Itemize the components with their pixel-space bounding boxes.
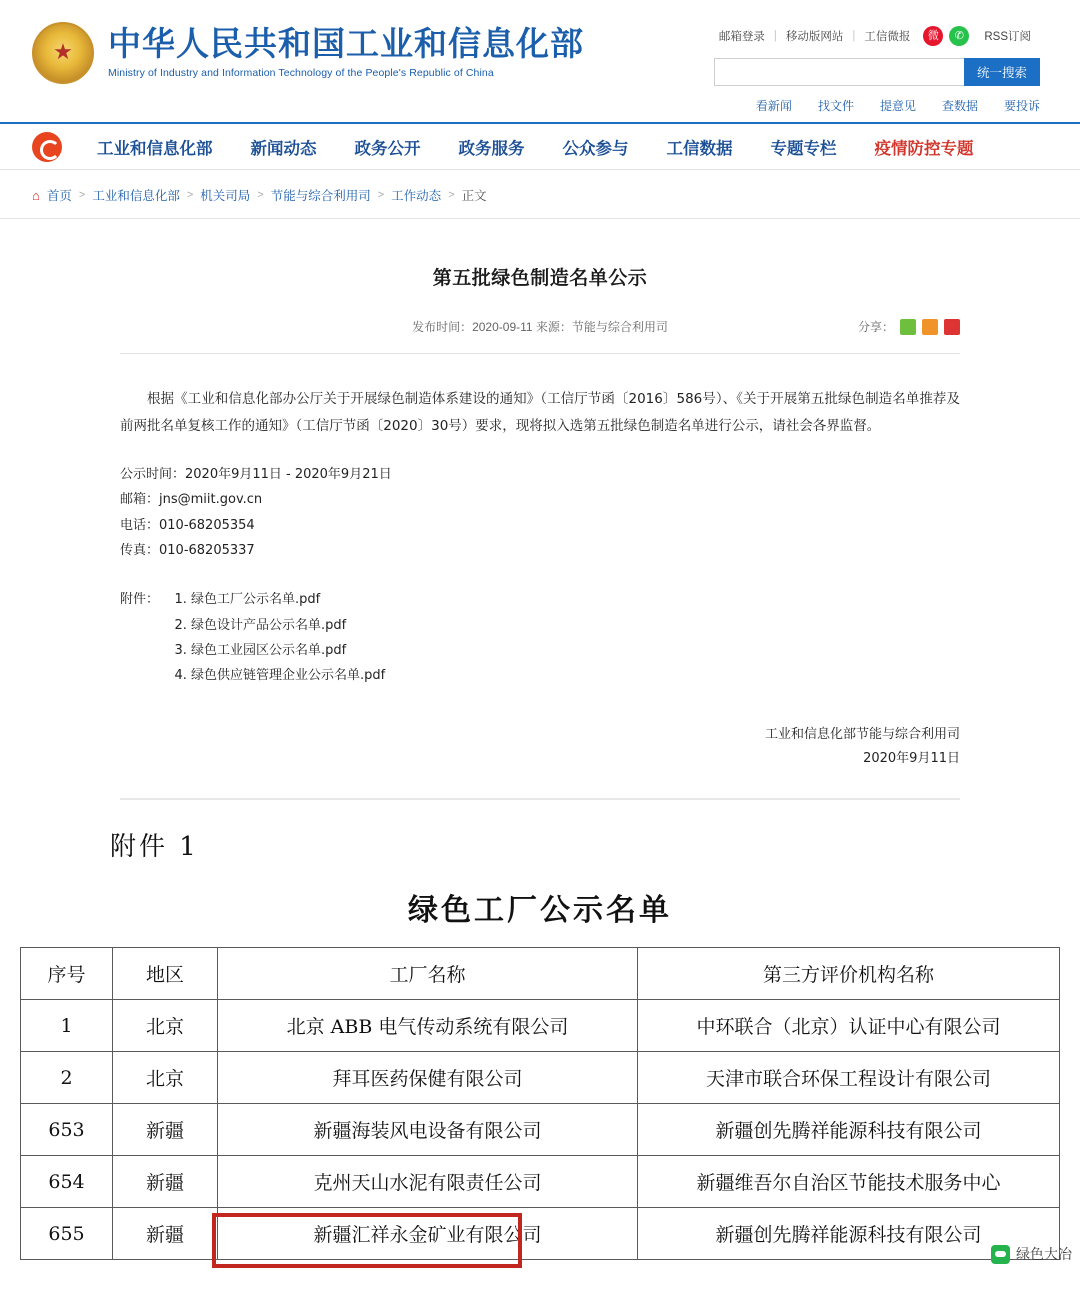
divider: | [773,30,777,42]
attachment-link[interactable]: 1. 绿色工厂公示名单.pdf [191,587,385,612]
cell-no: 2 [21,1052,113,1104]
chevron-right-icon: > [78,189,86,201]
watermark [991,1244,1072,1264]
attachments-list [161,587,385,688]
article [0,219,1080,800]
cell-org: 天津市联合环保工程设计有限公司 [638,1052,1060,1104]
chevron-right-icon: > [257,189,264,201]
attachment-heading: 附件 1 [110,832,199,863]
list-title: 绿色工厂公示名单 [408,893,672,929]
sublink-news[interactable]: 看新闻 [755,99,792,113]
attachment-link[interactable]: 3. 绿色工业园区公示名单.pdf [191,638,385,663]
cell-no: 655 [21,1208,113,1260]
article-info-block [120,462,960,563]
search-row [620,58,1040,86]
cell-region: 北京 [113,1000,218,1052]
publish-info: 发布时间：2020-09-11 来源：节能与综合利用司 [412,320,668,334]
site-brand[interactable] [32,22,584,84]
share-bar [858,318,960,335]
article-meta [120,318,960,335]
signoff-date: 2020年9月11日 [863,751,960,767]
signoff-org: 工业和信息化部节能与综合利用司 [764,726,960,742]
wechat-share-icon[interactable] [900,319,916,335]
article-body [120,386,960,772]
cell-no: 653 [21,1104,113,1156]
attachments-block [120,587,960,688]
table-row [21,1104,1060,1156]
wechat-icon [991,1245,1010,1264]
cell-org: 中环联合（北京）认证中心有限公司 [638,1000,1060,1052]
cell-no: 1 [21,1000,113,1052]
column-header-no: 序号 [21,948,113,1000]
table-row [21,1156,1060,1208]
notice-email: 邮箱：jns@miit.gov.cn [120,492,263,508]
social-icons [923,26,969,46]
top-links [620,26,1040,46]
cell-factory: 拜耳医药保健有限公司 [218,1052,638,1104]
attachments-label: 附件： [120,592,160,608]
cell-factory: 新疆海装风电设备有限公司 [218,1104,638,1156]
sub-links [620,97,1040,114]
nav-item-government-open[interactable]: 政务公开 [354,138,421,158]
cell-region: 新疆 [113,1208,218,1260]
notice-period: 公示时间：2020年9月11日 - 2020年9月21日 [120,467,392,482]
cell-region: 北京 [113,1052,218,1104]
brand-text [108,24,584,79]
breadcrumb-energy-dept[interactable]: 节能与综合利用司 [270,189,371,203]
breadcrumb-departments[interactable]: 机关司局 [200,189,251,203]
cell-org: 新疆创先腾祥能源科技有限公司 [638,1208,1060,1260]
nav-item-data[interactable]: 工信数据 [666,138,733,158]
article-paragraph: 根据《工业和信息化部办公厅关于开展绿色制造体系建设的通知》（工信厅节函〔2016〕586号）、《关于开展第五批绿色制造名单推荐及前两批名单复核工作的通知》（工信厅节函〔2020〕30号）要求，现将拟入选第五批绿色制造名单进行公示，请社会各界监督。 [120,391,960,434]
header-right [620,22,1040,114]
green-factory-table [20,947,1060,1260]
attachment-document [0,800,1080,1260]
cell-org: 新疆维吾尔自治区节能技术服务中心 [638,1156,1060,1208]
save-share-icon[interactable] [944,319,960,335]
search-input[interactable] [714,58,964,86]
table-header-row [21,948,1060,1000]
column-header-factory: 工厂名称 [218,948,638,1000]
cell-no: 654 [21,1156,113,1208]
nav-logo-icon [32,132,62,162]
divider [120,353,960,354]
breadcrumb-work-updates[interactable]: 工作动态 [391,189,442,203]
cell-region: 新疆 [113,1156,218,1208]
watermark-label: 绿色大冶 [1016,1247,1072,1263]
column-header-org: 第三方评价机构名称 [638,948,1060,1000]
site-header [0,0,1080,122]
nav-item-epidemic[interactable]: 疫情防控专题 [874,138,974,158]
attachment-link[interactable]: 2. 绿色设计产品公示名单.pdf [191,613,385,638]
attachment-link[interactable]: 4. 绿色供应链管理企业公示名单.pdf [191,663,385,688]
weibo-share-icon[interactable] [922,319,938,335]
breadcrumb [0,170,1080,219]
brand-title-en: Ministry of Industry and Information Technology of the People's Republic of China [108,66,494,79]
chevron-right-icon: > [377,189,385,201]
chevron-right-icon: > [448,189,455,201]
breadcrumb-current: 正文 [461,189,487,203]
top-link-weibao[interactable]: 工信微报 [864,31,911,43]
notice-phone: 电话：010-68205354 [120,517,255,533]
table-row [21,1000,1060,1052]
weibo-icon[interactable]: 微 [923,26,943,46]
top-link-mobile[interactable]: 移动版网站 [785,31,844,43]
nav-item-government-service[interactable]: 政务服务 [458,138,525,158]
home-icon: ⌂ [32,187,40,203]
search-button[interactable]: 统一搜索 [964,58,1040,86]
sublink-complaint[interactable]: 要投诉 [1003,99,1040,113]
table-row [21,1052,1060,1104]
signoff [120,723,960,772]
breadcrumb-home[interactable]: 首页 [46,189,72,203]
cell-region: 新疆 [113,1104,218,1156]
page-title: 第五批绿色制造名单公示 [432,267,648,289]
cell-factory: 克州天山水泥有限责任公司 [218,1156,638,1208]
nav-item-ministry[interactable]: 工业和信息化部 [97,138,213,158]
wechat-icon[interactable]: ✆ [949,26,969,46]
rss-link[interactable]: RSS订阅 [984,31,1031,43]
column-header-region: 地区 [113,948,218,1000]
cell-org: 新疆创先腾祥能源科技有限公司 [638,1104,1060,1156]
notice-fax: 传真：010-68205337 [120,543,255,559]
cell-factory: 新疆汇祥永金矿业有限公司 [218,1208,638,1260]
top-link-mail[interactable]: 邮箱登录 [718,31,765,43]
national-emblem-icon [32,22,94,84]
share-label: 分享： [857,320,894,334]
brand-title-cn: 中华人民共和国工业和信息化部 [108,24,584,64]
cell-factory: 北京 ABB 电气传动系统有限公司 [218,1000,638,1052]
nav-item-news[interactable]: 新闻动态 [250,138,317,158]
divider: | [852,30,856,42]
nav-item-topics[interactable]: 专题专栏 [770,138,837,158]
sublink-data[interactable]: 查数据 [941,99,978,113]
chevron-right-icon: > [186,189,194,201]
sublink-feedback[interactable]: 提意见 [879,99,916,113]
table-row [21,1208,1060,1260]
breadcrumb-ministry[interactable]: 工业和信息化部 [92,189,180,203]
nav-item-public-participation[interactable]: 公众参与 [562,138,629,158]
main-nav [0,122,1080,170]
sublink-documents[interactable]: 找文件 [817,99,854,113]
